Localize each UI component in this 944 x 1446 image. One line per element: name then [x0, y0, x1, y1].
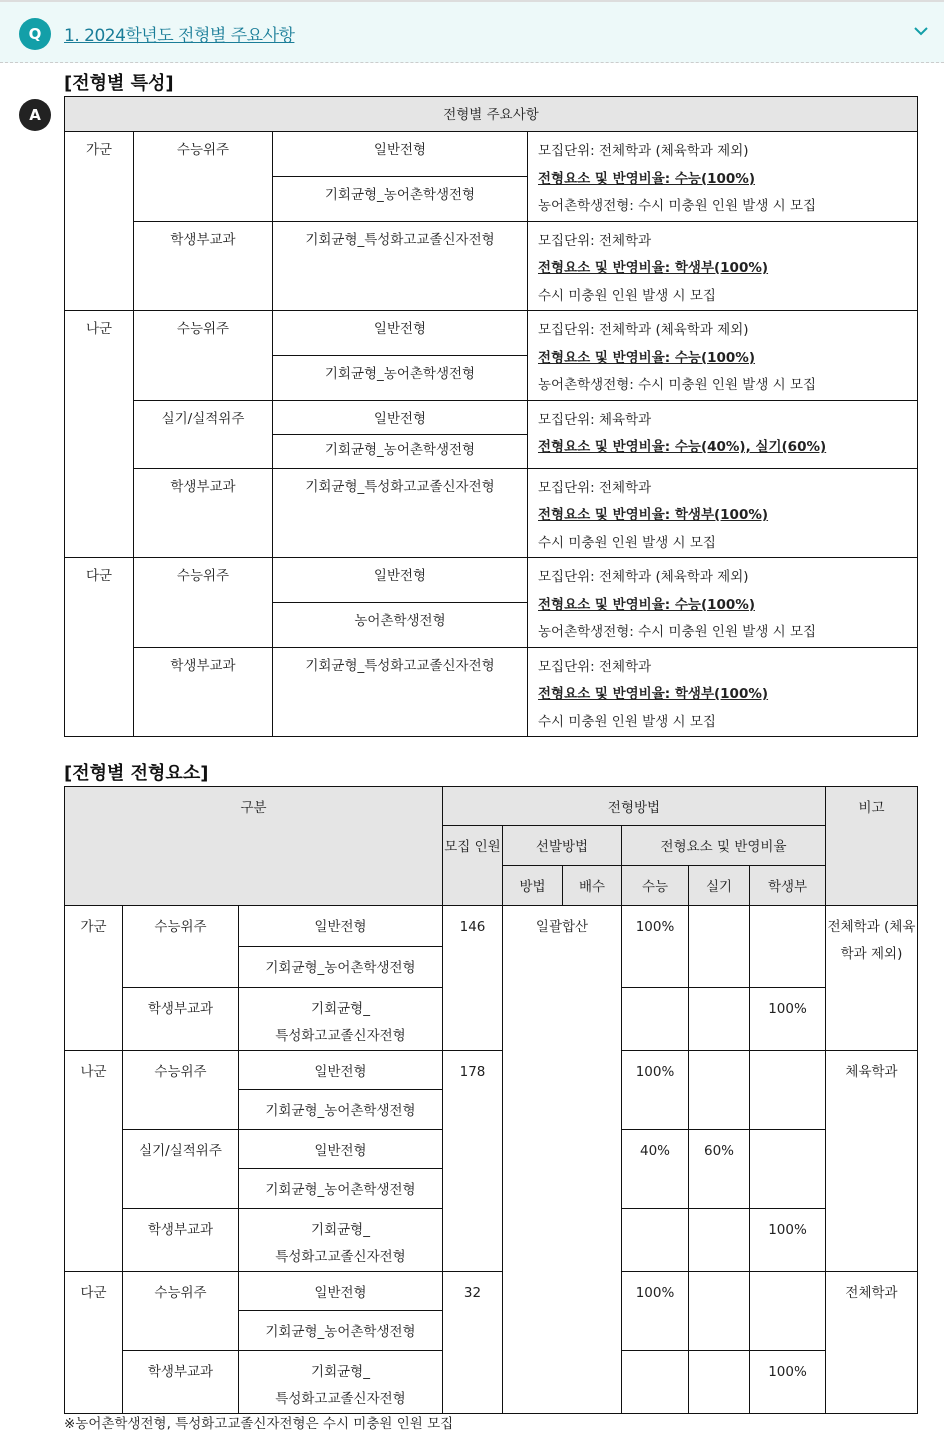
notes-cell: 모집단위: 전체학과 (체육학과 제외) 전형요소 및 반영비율: 수능(100%) 농어촌학생전형: 수시 미충원 인원 발생 시 모집 — [528, 558, 918, 648]
exam-label: 일반전형 — [239, 906, 443, 947]
exam-label: 일반전형 — [273, 132, 528, 177]
question-icon: Q — [19, 18, 51, 50]
remarks-cell: 체육학과 — [826, 1051, 918, 1272]
exam-label: 기회균형_특성화고교졸신자전형 — [273, 468, 528, 558]
type-label: 수능위주 — [134, 311, 273, 401]
section-title-characteristics: [전형별 특성] — [64, 73, 174, 94]
exam-label: 기회균형_농어촌학생전형 — [239, 1169, 443, 1209]
group-label: 가군 — [65, 132, 134, 311]
suneung-cell: 100% — [622, 906, 689, 988]
exam-label: 기회균형_농어촌학생전형 — [273, 434, 528, 468]
exam-label: 일반전형 — [239, 1051, 443, 1090]
table-header: 전형별 주요사항 — [65, 97, 918, 132]
type-label: 학생부교과 — [123, 1209, 239, 1272]
count-cell: 32 — [443, 1272, 503, 1414]
record-cell: 100% — [750, 988, 826, 1051]
type-label: 실기/실적위주 — [134, 400, 273, 468]
exam-label: 기회균형_특성화고교졸신자전형 — [273, 647, 528, 737]
header-remarks: 비고 — [826, 787, 918, 906]
chevron-down-icon[interactable] — [914, 24, 928, 38]
exam-label: 기회균형_농어촌학생전형 — [239, 947, 443, 988]
remarks-cell: 전체학과 — [826, 1272, 918, 1414]
record-cell: 100% — [750, 1351, 826, 1414]
group-label: 다군 — [65, 558, 134, 737]
exam-label: 농어촌학생전형 — [273, 603, 528, 647]
notes-cell: 모집단위: 전체학과 전형요소 및 반영비율: 학생부(100%) 수시 미충원 인원 발생 시 모집 — [528, 468, 918, 558]
type-label: 수능위주 — [123, 906, 239, 988]
type-label: 학생부교과 — [134, 221, 273, 311]
suneung-cell: 40% — [622, 1130, 689, 1209]
group-label: 가군 — [65, 906, 123, 1051]
type-label: 학생부교과 — [134, 647, 273, 737]
group-label: 나군 — [65, 1051, 123, 1272]
notes-cell: 모집단위: 전체학과 전형요소 및 반영비율: 학생부(100%) 수시 미충원 인원 발생 시 모집 — [528, 647, 918, 737]
type-label: 학생부교과 — [123, 1351, 239, 1414]
notes-cell: 모집단위: 전체학과 (체육학과 제외) 전형요소 및 반영비율: 수능(100%) 농어촌학생전형: 수시 미충원 인원 발생 시 모집 — [528, 311, 918, 401]
type-label: 실기/실적위주 — [123, 1130, 239, 1209]
group-label: 다군 — [65, 1272, 123, 1414]
practical-cell: 60% — [689, 1130, 750, 1209]
exam-label: 기회균형_농어촌학생전형 — [273, 177, 528, 221]
type-label: 학생부교과 — [123, 988, 239, 1051]
remarks-cell: 전체학과 (체육학과 제외) — [826, 906, 918, 1051]
notes-cell: 모집단위: 전체학과 (체육학과 제외) 전형요소 및 반영비율: 수능(100%) 농어촌학생전형: 수시 미충원 인원 발생 시 모집 — [528, 132, 918, 222]
count-cell: 178 — [443, 1051, 503, 1272]
exam-label: 기회균형_농어촌학생전형 — [239, 1311, 443, 1351]
group-label: 나군 — [65, 311, 134, 558]
section-title-elements: [전형별 전형요소] — [64, 763, 209, 784]
type-label: 학생부교과 — [134, 468, 273, 558]
exam-label: 일반전형 — [239, 1272, 443, 1311]
type-label: 수능위주 — [123, 1272, 239, 1351]
exam-label: 기회균형_ 특성화고교졸신자전형 — [239, 1209, 443, 1272]
exam-label: 일반전형 — [273, 311, 528, 356]
notes-cell: 모집단위: 전체학과 전형요소 및 반영비율: 학생부(100%) 수시 미충원 인원 발생 시 모집 — [528, 221, 918, 311]
exam-label: 기회균형_특성화고교졸신자전형 — [273, 221, 528, 311]
header-practical: 실기 — [689, 866, 750, 906]
elements-table — [64, 786, 918, 1414]
question-header[interactable] — [0, 0, 944, 63]
exam-label: 기회균형_ 특성화고교졸신자전형 — [239, 988, 443, 1051]
header-count: 모집 인원 — [443, 826, 503, 906]
characteristics-table — [64, 96, 918, 737]
header-method: 전형방법 — [443, 787, 826, 826]
type-label: 수능위주 — [123, 1051, 239, 1130]
exam-label: 일반전형 — [239, 1130, 443, 1169]
header-gubun: 구분 — [65, 787, 443, 906]
exam-label: 일반전형 — [273, 558, 528, 603]
selection-cell: 일괄합산 — [503, 906, 622, 1414]
header-suneung: 수능 — [622, 866, 689, 906]
suneung-cell: 100% — [622, 1272, 689, 1351]
header-multiplier: 배수 — [563, 866, 622, 906]
type-label: 수능위주 — [134, 132, 273, 222]
header-record: 학생부 — [750, 866, 826, 906]
exam-label: 일반전형 — [273, 400, 528, 434]
header-way: 방법 — [503, 866, 563, 906]
footnote: ※농어촌학생전형, 특성화고교졸신자전형은 수시 미충원 인원 모집 — [64, 1416, 454, 1432]
header-selection: 선발방법 — [503, 826, 622, 866]
header-ratio: 전형요소 및 반영비율 — [622, 826, 826, 866]
suneung-cell: 100% — [622, 1051, 689, 1130]
exam-label: 기회균형_농어촌학생전형 — [239, 1090, 443, 1130]
exam-label: 기회균형_ 특성화고교졸신자전형 — [239, 1351, 443, 1414]
answer-icon: A — [19, 99, 51, 131]
notes-cell: 모집단위: 체육학과 전형요소 및 반영비율: 수능(40%), 실기(60%) — [528, 400, 918, 468]
exam-label: 기회균형_농어촌학생전형 — [273, 355, 528, 400]
record-cell: 100% — [750, 1209, 826, 1272]
type-label: 수능위주 — [134, 558, 273, 648]
count-cell: 146 — [443, 906, 503, 1051]
question-title-link[interactable]: 1. 2024학년도 전형별 주요사항 — [64, 26, 295, 46]
